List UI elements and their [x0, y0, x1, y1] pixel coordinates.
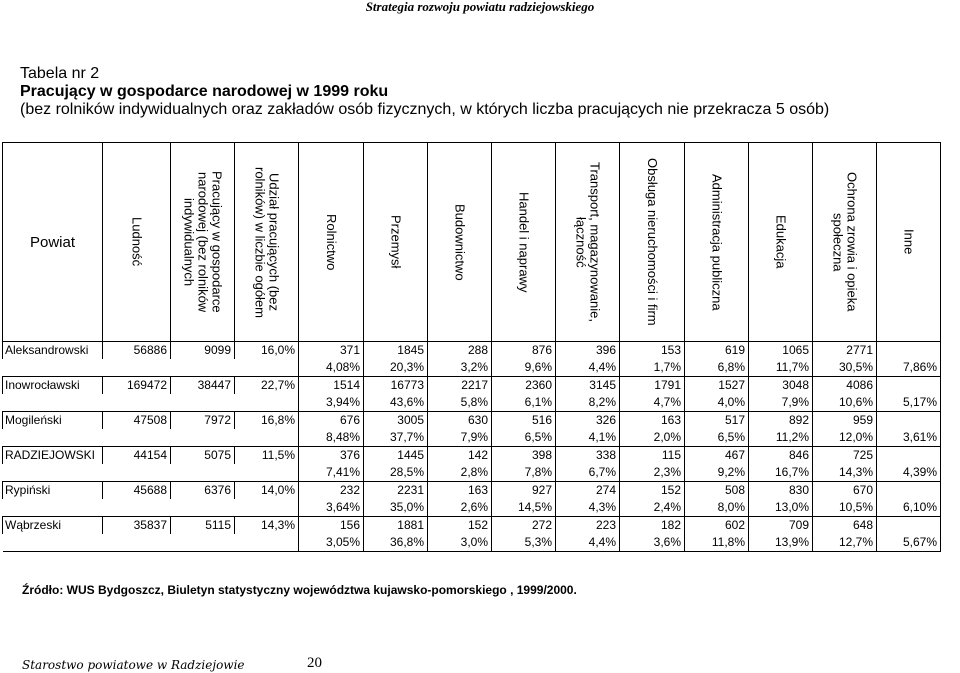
count-cell: 467 [685, 447, 749, 465]
percent-cell: 4,39% [877, 464, 941, 482]
percent-cell: 2,6% [428, 499, 492, 517]
empty-cell [877, 447, 941, 465]
count-cell: 3005 [364, 412, 428, 430]
count-cell: 16773 [364, 377, 428, 395]
count-cell: 142 [428, 447, 492, 465]
percent-cell: 3,64% [299, 499, 364, 517]
udzial-cell: 14,0% [235, 482, 299, 500]
powiat-name: RADZIEJOWSKI [3, 447, 103, 465]
percent-cell: 6,7% [556, 464, 620, 482]
table-subtitle: (bez rolników indywidualnych oraz zakładów osób fizycznych, w których liczba pracujących nie przekracza 5 osób) [20, 101, 830, 118]
count-cell: 152 [428, 517, 492, 535]
ludnosc-cell: 44154 [103, 447, 171, 465]
table-row-counts [3, 377, 941, 395]
percent-cell: 12,0% [813, 429, 877, 447]
empty-cell [171, 499, 235, 517]
count-cell: 2360 [492, 377, 556, 395]
percent-cell: 28,5% [364, 464, 428, 482]
percent-cell: 5,3% [492, 534, 556, 552]
employment-table [2, 142, 941, 552]
percent-cell: 35,0% [364, 499, 428, 517]
empty-cell [171, 429, 235, 447]
count-cell: 619 [685, 342, 749, 360]
empty-cell [235, 499, 299, 517]
percent-cell: 14,3% [813, 464, 877, 482]
footer-publisher: Starostwo powiatowe w Radziejowie [22, 658, 245, 672]
empty-cell [103, 394, 171, 412]
ludnosc-cell: 47508 [103, 412, 171, 430]
powiat-name: Inowrocławski [3, 377, 103, 395]
percent-cell: 2,0% [620, 429, 685, 447]
powiat-name: Aleksandrowski [3, 342, 103, 360]
empty-cell [3, 534, 103, 552]
table-row-counts [3, 342, 941, 360]
count-cell: 1791 [620, 377, 685, 395]
header-przemysl: Przemysł [364, 143, 428, 342]
empty-cell [103, 359, 171, 377]
pracujacy-cell: 7972 [171, 412, 235, 430]
count-cell: 3048 [749, 377, 813, 395]
empty-cell [171, 394, 235, 412]
count-cell: 508 [685, 482, 749, 500]
count-cell: 516 [492, 412, 556, 430]
percent-cell: 3,6% [620, 534, 685, 552]
count-cell: 927 [492, 482, 556, 500]
count-cell: 830 [749, 482, 813, 500]
empty-cell [3, 429, 103, 447]
table-row-percents [3, 429, 941, 447]
ludnosc-cell: 45688 [103, 482, 171, 500]
percent-cell: 4,4% [556, 359, 620, 377]
percent-cell: 9,6% [492, 359, 556, 377]
table-row-counts [3, 447, 941, 465]
udzial-cell: 16,0% [235, 342, 299, 360]
header-inne: Inne [877, 143, 941, 342]
count-cell: 398 [492, 447, 556, 465]
count-cell: 602 [685, 517, 749, 535]
count-cell: 892 [749, 412, 813, 430]
pracujacy-cell: 38447 [171, 377, 235, 395]
count-cell: 1527 [685, 377, 749, 395]
percent-cell: 7,9% [428, 429, 492, 447]
powiat-name: Rypiński [3, 482, 103, 500]
page-number: 20 [307, 655, 322, 671]
count-cell: 517 [685, 412, 749, 430]
percent-cell: 36,8% [364, 534, 428, 552]
count-cell: 4086 [813, 377, 877, 395]
percent-cell: 4,1% [556, 429, 620, 447]
empty-cell [103, 499, 171, 517]
percent-cell: 12,7% [813, 534, 877, 552]
percent-cell: 8,48% [299, 429, 364, 447]
percent-cell: 16,7% [749, 464, 813, 482]
percent-cell: 1,7% [620, 359, 685, 377]
count-cell: 163 [620, 412, 685, 430]
percent-cell: 3,0% [428, 534, 492, 552]
percent-cell: 7,8% [492, 464, 556, 482]
percent-cell: 8,2% [556, 394, 620, 412]
udzial-cell: 16,8% [235, 412, 299, 430]
table-row-percents [3, 394, 941, 412]
header-transport: Transport, magazynowanie, łączność [556, 143, 620, 342]
count-cell: 1065 [749, 342, 813, 360]
ludnosc-cell: 56886 [103, 342, 171, 360]
header-administracja: Administracja publiczna [685, 143, 749, 342]
table-row-counts [3, 412, 941, 430]
count-cell: 223 [556, 517, 620, 535]
table-row-counts [3, 482, 941, 500]
pracujacy-cell: 5075 [171, 447, 235, 465]
percent-cell: 7,86% [877, 359, 941, 377]
header-pracujacy: Pracujący w gospodarce narodowej (bez rolników indywidualnych [171, 143, 235, 342]
percent-cell: 2,3% [620, 464, 685, 482]
header-ludnosc: Ludność [103, 143, 171, 342]
count-cell: 959 [813, 412, 877, 430]
empty-cell [235, 534, 299, 552]
count-cell: 274 [556, 482, 620, 500]
table-body [3, 342, 941, 552]
table-row-percents [3, 499, 941, 517]
empty-cell [3, 359, 103, 377]
percent-cell: 2,8% [428, 464, 492, 482]
percent-cell: 13,0% [749, 499, 813, 517]
percent-cell: 9,2% [685, 464, 749, 482]
percent-cell: 6,5% [492, 429, 556, 447]
count-cell: 648 [813, 517, 877, 535]
count-cell: 338 [556, 447, 620, 465]
count-cell: 709 [749, 517, 813, 535]
count-cell: 1445 [364, 447, 428, 465]
header-obsluga: Obsługa nieruchomości i firm [620, 143, 685, 342]
header-edukacja: Edukacja [749, 143, 813, 342]
header-ochrona-zdrowia: Ochrona zrowia i opieka społeczna [813, 143, 877, 342]
powiat-name: Mogileński [3, 412, 103, 430]
percent-cell: 5,67% [877, 534, 941, 552]
count-cell: 1514 [299, 377, 364, 395]
pracujacy-cell: 6376 [171, 482, 235, 500]
table-row-counts [3, 517, 941, 535]
count-cell: 1881 [364, 517, 428, 535]
empty-cell [3, 394, 103, 412]
empty-cell [171, 464, 235, 482]
count-cell: 156 [299, 517, 364, 535]
percent-cell: 6,1% [492, 394, 556, 412]
empty-cell [877, 342, 941, 360]
percent-cell: 3,61% [877, 429, 941, 447]
percent-cell: 4,08% [299, 359, 364, 377]
count-cell: 3145 [556, 377, 620, 395]
count-cell: 630 [428, 412, 492, 430]
header-powiat: Powiat [3, 143, 103, 342]
percent-cell: 5,17% [877, 394, 941, 412]
empty-cell [235, 394, 299, 412]
count-cell: 153 [620, 342, 685, 360]
percent-cell: 6,10% [877, 499, 941, 517]
percent-cell: 13,9% [749, 534, 813, 552]
table-row-percents [3, 534, 941, 552]
table-number: Tabela nr 2 [20, 65, 100, 82]
count-cell: 670 [813, 482, 877, 500]
percent-cell: 11,2% [749, 429, 813, 447]
ludnosc-cell: 35837 [103, 517, 171, 535]
count-cell: 115 [620, 447, 685, 465]
percent-cell: 30,5% [813, 359, 877, 377]
header-handel: Handel i naprawy [492, 143, 556, 342]
count-cell: 163 [428, 482, 492, 500]
percent-cell: 2,4% [620, 499, 685, 517]
percent-cell: 10,6% [813, 394, 877, 412]
header-rolnictwo: Rolnictwo [299, 143, 364, 342]
table-title: Pracujący w gospodarce narodowej w 1999 roku [20, 83, 389, 100]
count-cell: 876 [492, 342, 556, 360]
udzial-cell: 14,3% [235, 517, 299, 535]
page-header-title: Strategia rozwoju powiatu radziejowskiego [365, 0, 595, 14]
empty-cell [235, 464, 299, 482]
count-cell: 1845 [364, 342, 428, 360]
count-cell: 725 [813, 447, 877, 465]
count-cell: 676 [299, 412, 364, 430]
ludnosc-cell: 169472 [103, 377, 171, 395]
percent-cell: 14,5% [492, 499, 556, 517]
empty-cell [235, 429, 299, 447]
count-cell: 288 [428, 342, 492, 360]
percent-cell: 3,05% [299, 534, 364, 552]
percent-cell: 20,3% [364, 359, 428, 377]
percent-cell: 6,5% [685, 429, 749, 447]
count-cell: 396 [556, 342, 620, 360]
udzial-cell: 11,5% [235, 447, 299, 465]
percent-cell: 10,5% [813, 499, 877, 517]
count-cell: 2771 [813, 342, 877, 360]
udzial-cell: 22,7% [235, 377, 299, 395]
empty-cell [877, 377, 941, 395]
header-budownictwo: Budownictwo [428, 143, 492, 342]
percent-cell: 11,7% [749, 359, 813, 377]
pracujacy-cell: 5115 [171, 517, 235, 535]
count-cell: 272 [492, 517, 556, 535]
source-note: Źródło: WUS Bydgoszcz, Biuletyn statystyczny województwa kujawsko-pomorskiego , 1999/2000. [22, 583, 577, 597]
percent-cell: 7,41% [299, 464, 364, 482]
empty-cell [171, 534, 235, 552]
percent-cell: 3,94% [299, 394, 364, 412]
percent-cell: 4,0% [685, 394, 749, 412]
percent-cell: 37,7% [364, 429, 428, 447]
percent-cell: 5,8% [428, 394, 492, 412]
count-cell: 232 [299, 482, 364, 500]
count-cell: 326 [556, 412, 620, 430]
pracujacy-cell: 9099 [171, 342, 235, 360]
count-cell: 2217 [428, 377, 492, 395]
percent-cell: 7,9% [749, 394, 813, 412]
empty-cell [3, 499, 103, 517]
percent-cell: 11,8% [685, 534, 749, 552]
empty-cell [877, 517, 941, 535]
empty-cell [103, 429, 171, 447]
empty-cell [235, 359, 299, 377]
powiat-name: Wąbrzeski [3, 517, 103, 535]
empty-cell [103, 534, 171, 552]
empty-cell [103, 464, 171, 482]
header-udzial: Udział pracujących (bez rolników) w liczbie ogółem [235, 143, 299, 342]
empty-cell [171, 359, 235, 377]
percent-cell: 6,8% [685, 359, 749, 377]
table-row-percents [3, 359, 941, 377]
count-cell: 846 [749, 447, 813, 465]
count-cell: 182 [620, 517, 685, 535]
percent-cell: 4,7% [620, 394, 685, 412]
percent-cell: 3,2% [428, 359, 492, 377]
percent-cell: 8,0% [685, 499, 749, 517]
count-cell: 2231 [364, 482, 428, 500]
count-cell: 371 [299, 342, 364, 360]
percent-cell: 43,6% [364, 394, 428, 412]
empty-cell [3, 464, 103, 482]
percent-cell: 4,4% [556, 534, 620, 552]
table-row-percents [3, 464, 941, 482]
count-cell: 376 [299, 447, 364, 465]
empty-cell [877, 482, 941, 500]
count-cell: 152 [620, 482, 685, 500]
table-header-row [3, 143, 941, 342]
empty-cell [877, 412, 941, 430]
percent-cell: 4,3% [556, 499, 620, 517]
